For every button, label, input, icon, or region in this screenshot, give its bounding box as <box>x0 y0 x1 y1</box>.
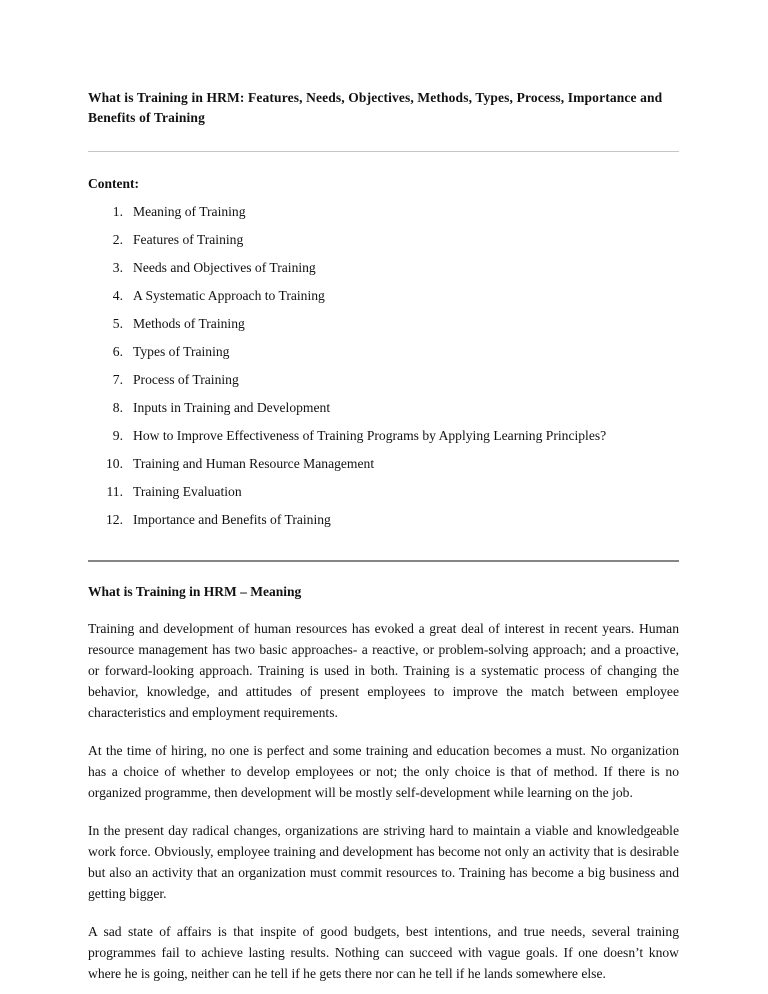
body-paragraph: Training and development of human resources has evoked a great deal of interest in recent years. Human resource management has two basic approaches- a reactive, or problem-solving approach; and a proactive, or forward-looking approach. Training is used in both. Training is a systematic process of changing the behavior, knowledge, and attitudes of present employees to improve the match between employee characteristics and employment requirements. <box>88 621 679 720</box>
divider-top <box>88 151 679 152</box>
divider-section <box>88 560 679 562</box>
toc-item-label: Training and Human Resource Management <box>133 456 375 471</box>
toc-item[interactable] <box>88 427 679 455</box>
content-heading: Content: <box>88 176 139 191</box>
toc-item-label: Inputs in Training and Development <box>133 400 331 415</box>
toc-item[interactable] <box>88 511 679 539</box>
toc-item-number: 12. <box>106 512 123 527</box>
toc-item[interactable] <box>88 371 679 399</box>
toc-item-number: 8. <box>112 400 123 415</box>
table-of-contents <box>88 203 679 539</box>
toc-item-label: How to Improve Effectiveness of Training Programs by Applying Learning Principles? <box>133 428 607 443</box>
toc-item-label: Training Evaluation <box>133 484 242 499</box>
section-heading-meaning: What is Training in HRM – Meaning <box>88 584 302 599</box>
toc-item-label: Needs and Objectives of Training <box>133 260 316 275</box>
body-paragraph: A sad state of affairs is that inspite of good budgets, best intentions, and true needs, several training programmes fail to achieve lasting results. Nothing can succeed with vague goals. If one doesn’t know where he is going, neither can he tell if he gets there nor can he tell if he lands somewhere else. <box>88 924 679 981</box>
toc-item[interactable] <box>88 315 679 343</box>
toc-item-label: Process of Training <box>133 372 239 387</box>
toc-item-number: 5. <box>112 316 123 331</box>
section-body <box>88 618 679 984</box>
toc-item-label: A Systematic Approach to Training <box>133 288 325 303</box>
toc-item-number: 3. <box>112 260 123 275</box>
toc-item-number: 4. <box>112 288 123 303</box>
toc-item[interactable] <box>88 231 679 259</box>
toc-item-number: 2. <box>112 232 123 247</box>
toc-item[interactable] <box>88 483 679 511</box>
toc-item-label: Methods of Training <box>133 316 245 331</box>
toc-item-number: 7. <box>112 372 123 387</box>
toc-item[interactable] <box>88 203 679 231</box>
toc-item-number: 9. <box>112 428 123 443</box>
document-title: What is Training in HRM: Features, Needs, Objectives, Methods, Types, Process, Importance and Benefits of Training <box>88 90 663 125</box>
toc-item[interactable] <box>88 287 679 315</box>
toc-item-label: Meaning of Training <box>133 204 246 219</box>
toc-item[interactable] <box>88 399 679 427</box>
body-paragraph: At the time of hiring, no one is perfect and some training and education becomes a must. No organization has a choice of whether to develop employees or not; the only choice is that of method. If there is no organized programme, then development will be mostly self-development while learning on the job. <box>88 743 679 800</box>
toc-item-number: 1. <box>112 204 123 219</box>
toc-item[interactable] <box>88 259 679 287</box>
toc-item-number: 10. <box>106 456 123 471</box>
toc-item[interactable] <box>88 343 679 371</box>
toc-item[interactable] <box>88 455 679 483</box>
toc-item-label: Features of Training <box>133 232 244 247</box>
toc-item-label: Types of Training <box>133 344 230 359</box>
body-paragraph: In the present day radical changes, organizations are striving hard to maintain a viable and knowledgeable work force. Obviously, employee training and development has become not only an activity that is desirable but also an activity that an organization must commit resources to. Training has become a big business and getting bigger. <box>88 823 679 901</box>
toc-item-number: 11. <box>106 484 123 499</box>
toc-item-number: 6. <box>112 344 123 359</box>
toc-item-label: Importance and Benefits of Training <box>133 512 331 527</box>
